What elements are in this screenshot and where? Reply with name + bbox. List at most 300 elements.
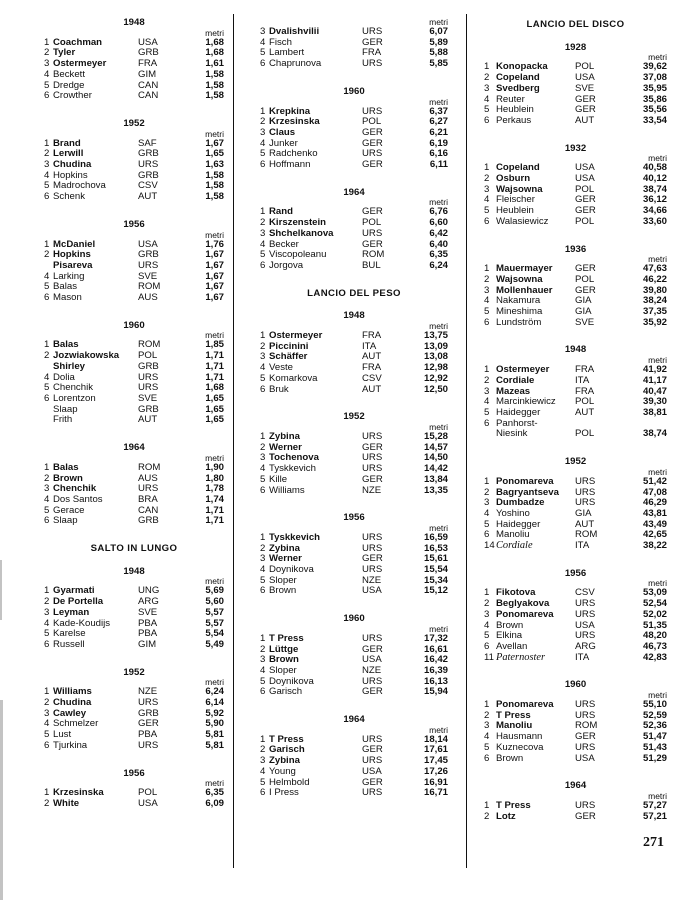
- rank-number: 5: [44, 180, 50, 192]
- rank-number: 3: [260, 553, 266, 565]
- result-row: [484, 217, 667, 228]
- result-row: [260, 385, 448, 396]
- rank-number: 14: [484, 540, 495, 552]
- athlete-name: Svedberg: [496, 83, 540, 94]
- result-mark: 1,61: [205, 58, 224, 70]
- result-mark: 12,50: [423, 383, 448, 395]
- athlete-name: Dredge: [53, 80, 85, 91]
- result-mark: 48,20: [642, 630, 667, 642]
- athlete-name: Garisch: [269, 745, 305, 756]
- result-row: [260, 240, 448, 251]
- athlete-name: T Press: [496, 800, 531, 811]
- athlete-name: Balas: [53, 462, 79, 473]
- result-row: [44, 608, 224, 619]
- athlete-name: Jozwiakowska: [53, 351, 120, 362]
- rank-number: 5: [260, 148, 266, 160]
- year-heading: 1948: [343, 310, 365, 322]
- athlete-name: Gerace: [53, 505, 85, 516]
- athlete-name: Ostermeyer: [496, 365, 550, 376]
- unit-label: metri: [648, 254, 667, 265]
- rank-number: 6: [44, 739, 50, 751]
- nation-code: ITA: [362, 340, 377, 352]
- athlete-name: Kirszenstein: [269, 218, 327, 229]
- result-mark: 1,63: [205, 159, 224, 171]
- result-mark: 17,61: [423, 744, 448, 756]
- result-mark: 5,57: [205, 606, 224, 618]
- result-mark: 15,12: [423, 585, 448, 597]
- result-mark: 57,27: [642, 799, 667, 811]
- result-mark: 15,94: [423, 686, 448, 698]
- athlete-name: Brown: [269, 655, 299, 666]
- rank-number: 1: [44, 585, 50, 597]
- result-row: [484, 541, 667, 552]
- result-mark: 16,39: [423, 664, 448, 676]
- year-heading: 1956: [123, 218, 145, 230]
- year-results-block: [44, 668, 224, 752]
- nation-code: GIA: [575, 507, 592, 519]
- rank-number: 3: [44, 58, 50, 70]
- nation-code: BRA: [138, 493, 158, 505]
- event-title: LANCIO DEL DISCO: [526, 19, 625, 30]
- result-mark: 16,61: [423, 643, 448, 655]
- athlete-name: Leyman: [53, 607, 90, 618]
- result-row: [484, 408, 667, 419]
- year-heading: 1960: [343, 613, 365, 625]
- athlete-name: Gyarmati: [53, 586, 95, 597]
- result-mark: 16,13: [423, 675, 448, 687]
- nation-code: USA: [138, 797, 158, 809]
- result-row: [44, 70, 224, 81]
- result-mark: 43,81: [642, 507, 667, 519]
- nation-code: POL: [575, 61, 595, 73]
- event-title: LANCIO DEL PESO: [307, 287, 401, 299]
- athlete-name: Brand: [53, 138, 81, 149]
- nation-code: GIM: [138, 68, 157, 80]
- rank-number: 1: [260, 531, 266, 543]
- result-mark: 5,69: [205, 585, 224, 597]
- rank-number: 5: [484, 630, 490, 642]
- column-divider: [233, 14, 234, 868]
- result-row: [260, 745, 448, 756]
- result-mark: 1,68: [205, 382, 224, 394]
- nation-code: PBA: [138, 617, 158, 629]
- rank-number: 4: [44, 493, 50, 505]
- athlete-name: Shchelkanova: [269, 228, 334, 239]
- nation-code: NZE: [362, 574, 382, 586]
- nation-code: URS: [362, 105, 383, 117]
- rank-number: 2: [44, 249, 50, 261]
- result-row: [44, 619, 224, 630]
- athlete-name: Dolia: [53, 372, 75, 383]
- rank-number: 2: [260, 744, 266, 756]
- athlete-name: Karelse: [53, 629, 86, 640]
- year-results-block: [484, 345, 667, 440]
- result-mark: 1,68: [205, 47, 224, 59]
- nation-code: URS: [575, 799, 596, 811]
- result-row: [44, 192, 224, 203]
- athlete-name: Ostermeyer: [53, 59, 107, 70]
- nation-code: URS: [362, 733, 383, 745]
- rank-number: 5: [44, 79, 50, 91]
- rank-number: 6: [260, 686, 266, 698]
- athlete-name: Helmbold: [269, 777, 310, 788]
- result-mark: 1,67: [205, 270, 224, 282]
- nation-code: GIA: [575, 306, 592, 318]
- page-number: 271: [643, 835, 664, 850]
- nation-code: URS: [362, 564, 383, 576]
- result-row: [44, 516, 224, 527]
- rank-number: 1: [484, 263, 490, 275]
- athlete-name: Copeland: [496, 163, 540, 174]
- nation-code: GER: [362, 776, 383, 788]
- rank-number: 4: [484, 396, 490, 408]
- rank-number: 3: [44, 606, 50, 618]
- year-heading: 1952: [564, 456, 587, 468]
- athlete-name: Elkina: [496, 631, 523, 642]
- result-row: [44, 91, 224, 102]
- year-results-block: [260, 412, 448, 496]
- athlete-name: Mineshima: [496, 307, 543, 318]
- rank-number: 6: [44, 191, 50, 203]
- rank-number: 5: [44, 281, 50, 293]
- unit-label: metri: [429, 197, 448, 208]
- result-mark: 1,67: [205, 137, 224, 149]
- nation-code: ARG: [575, 640, 596, 652]
- nation-code: NZE: [138, 686, 158, 698]
- rank-number: 2: [44, 697, 50, 709]
- rank-number: 5: [44, 382, 50, 394]
- result-mark: 6,21: [429, 126, 448, 138]
- athlete-name: Zybina: [269, 431, 300, 442]
- nation-code: URS: [362, 542, 383, 554]
- year-results-block: [484, 43, 667, 127]
- rank-number: 3: [484, 720, 490, 732]
- athlete-name: Fleischer: [496, 195, 535, 206]
- result-mark: 13,75: [423, 330, 448, 342]
- athlete-name: Fisch: [269, 37, 292, 48]
- year-results-block: [44, 220, 224, 304]
- result-mark: 15,54: [423, 564, 448, 576]
- nation-code: GER: [575, 205, 596, 217]
- nation-code: FRA: [362, 47, 382, 59]
- athlete-name: McDaniel: [53, 239, 96, 250]
- results-column-3: [484, 18, 667, 839]
- athlete-name: Konopacka: [496, 62, 548, 73]
- scan-edge-mark: [0, 560, 2, 620]
- result-mark: 37,35: [642, 306, 667, 318]
- year-results-block: [260, 311, 448, 395]
- rank-number: 4: [44, 270, 50, 282]
- athlete-name: Panhorst-: [496, 418, 538, 429]
- nation-code: URS: [138, 371, 159, 383]
- year-heading: 1956: [123, 767, 145, 779]
- athlete-name: Komarkova: [269, 373, 318, 384]
- athlete-name: Jorgova: [269, 260, 304, 271]
- result-mark: 38,74: [642, 183, 667, 195]
- result-mark: 1,80: [205, 472, 224, 484]
- athlete-name: Tyskkevich: [269, 464, 316, 475]
- result-mark: 37,08: [642, 72, 667, 84]
- nation-code: POL: [138, 787, 158, 799]
- nation-code: URS: [138, 483, 159, 495]
- athlete-name: Lust: [53, 730, 72, 741]
- nation-code: GER: [575, 284, 596, 296]
- rank-number: 3: [260, 126, 266, 138]
- athlete-name: Reuter: [496, 94, 525, 105]
- result-row: [44, 38, 224, 49]
- results-column-2: [260, 18, 448, 816]
- nation-code: AUT: [138, 191, 158, 203]
- nation-code: URS: [575, 608, 596, 620]
- athlete-name: Tjurkina: [53, 740, 88, 751]
- nation-code: URS: [575, 699, 596, 711]
- result-row: [260, 38, 448, 49]
- nation-code: URS: [138, 697, 159, 709]
- nation-code: URS: [362, 463, 383, 475]
- nation-code: GIA: [575, 295, 592, 307]
- nation-code: GER: [138, 718, 159, 730]
- year-heading: 1960: [343, 85, 365, 97]
- result-row: [260, 207, 448, 218]
- rank-number: [44, 415, 53, 426]
- rank-number: 1: [260, 733, 266, 745]
- nation-code: GER: [362, 206, 383, 218]
- nation-code: ITA: [575, 374, 590, 386]
- nation-code: USA: [138, 36, 158, 48]
- rank-number: 5: [260, 249, 266, 261]
- result-row: [44, 474, 224, 485]
- year-heading: 1936: [564, 243, 587, 255]
- result-row: [44, 799, 224, 810]
- result-row: [44, 362, 224, 373]
- nation-code: AUS: [138, 292, 158, 304]
- year-results-block: [484, 569, 667, 664]
- result-row: [260, 139, 448, 150]
- result-mark: 1,85: [205, 339, 224, 351]
- rank-number: 4: [484, 507, 490, 519]
- athlete-name: Mason: [53, 293, 82, 304]
- result-row: [484, 376, 667, 387]
- rank-number: 4: [44, 169, 50, 181]
- column-divider: [466, 14, 467, 868]
- result-mark: 5,85: [429, 58, 448, 70]
- result-row: [44, 506, 224, 517]
- athlete-name: Becker: [269, 239, 299, 250]
- result-mark: 5,89: [429, 36, 448, 48]
- result-mark: 6,07: [429, 26, 448, 37]
- nation-code: URS: [362, 452, 383, 464]
- athlete-name: Ponomareva: [496, 476, 554, 487]
- result-row: [44, 240, 224, 251]
- result-mark: 52,36: [642, 720, 667, 732]
- year-results-block: [44, 769, 224, 810]
- result-row: [260, 117, 448, 128]
- result-mark: 1,71: [205, 515, 224, 527]
- year-results-block: [484, 781, 667, 822]
- result-row: [44, 788, 224, 799]
- result-mark: 1,67: [205, 259, 224, 271]
- rank-number: 5: [484, 406, 490, 418]
- result-row: [260, 756, 448, 767]
- result-mark: 1,58: [205, 90, 224, 102]
- year-results-block: [484, 457, 667, 552]
- unit-label: metri: [429, 421, 448, 432]
- nation-code: URS: [362, 531, 383, 543]
- nation-code: ROM: [575, 529, 598, 541]
- result-row: [44, 741, 224, 752]
- nation-code: GER: [575, 810, 596, 822]
- result-row: [260, 565, 448, 576]
- result-mark: 1,67: [205, 292, 224, 304]
- athlete-name: Balas: [53, 340, 79, 351]
- result-mark: 1,58: [205, 68, 224, 80]
- result-row: [44, 59, 224, 70]
- result-mark: 5,60: [205, 596, 224, 608]
- nation-code: SAF: [138, 137, 157, 149]
- nation-code: FRA: [362, 330, 382, 342]
- athlete-name: Manoliu: [496, 721, 533, 732]
- result-row: [260, 443, 448, 454]
- nation-code: AUT: [575, 114, 595, 126]
- athlete-name: Haidegger: [496, 519, 541, 530]
- result-row: [44, 373, 224, 384]
- year-heading: 1960: [123, 319, 145, 331]
- result-mark: 13,35: [423, 484, 448, 496]
- year-results-block: [484, 680, 667, 764]
- result-mark: 15,61: [423, 553, 448, 565]
- athlete-name: Viscopoleanu: [269, 250, 327, 261]
- result-mark: 16,53: [423, 542, 448, 554]
- nation-code: GER: [575, 731, 596, 743]
- result-row: [260, 634, 448, 645]
- result-mark: 6,19: [429, 137, 448, 149]
- year-heading: 1964: [343, 714, 365, 726]
- result-mark: 51,42: [642, 475, 667, 487]
- rank-number: 5: [260, 675, 266, 687]
- result-row: [260, 453, 448, 464]
- nation-code: URS: [575, 475, 596, 487]
- rank-number: 6: [44, 515, 50, 527]
- nation-code: SVE: [575, 82, 595, 94]
- rank-number: 6: [484, 529, 490, 541]
- result-row: [44, 709, 224, 720]
- result-row: [260, 767, 448, 778]
- year-heading: 1932: [564, 142, 587, 154]
- rank-number: [44, 362, 53, 373]
- rank-number: 2: [484, 374, 490, 386]
- athlete-name: T Press: [496, 710, 531, 721]
- unit-label: metri: [429, 724, 448, 735]
- rank-number: 1: [484, 699, 490, 711]
- rank-number: 1: [260, 430, 266, 442]
- result-row: [44, 687, 224, 698]
- result-row: [44, 719, 224, 730]
- athlete-name: Williams: [269, 485, 305, 496]
- athlete-name: Madrochova: [53, 181, 106, 192]
- rank-number: 5: [260, 47, 266, 59]
- result-row: [484, 116, 667, 127]
- result-mark: 41,92: [642, 364, 667, 376]
- athlete-name: Rand: [269, 207, 293, 218]
- nation-code: URS: [362, 148, 383, 160]
- rank-number: 3: [44, 159, 50, 171]
- year-results-block: [44, 18, 224, 102]
- rank-number: 2: [44, 472, 50, 484]
- result-mark: 38,22: [642, 540, 667, 552]
- athlete-name: Ponomareva: [496, 609, 554, 620]
- rank-number: 4: [484, 731, 490, 743]
- athlete-name: Sloper: [269, 575, 297, 586]
- result-row: [44, 181, 224, 192]
- unit-label: metri: [648, 578, 667, 589]
- result-mark: 13,84: [423, 473, 448, 485]
- nation-code: FRA: [138, 58, 158, 70]
- nation-code: GER: [362, 744, 383, 756]
- nation-code: NZE: [362, 484, 382, 496]
- athlete-name: Haidegger: [496, 407, 541, 418]
- result-mark: 1,65: [205, 403, 224, 415]
- athlete-name: Piccinini: [269, 341, 309, 352]
- unit-label: metri: [205, 128, 224, 139]
- rank-number: 2: [484, 709, 490, 721]
- nation-code: AUT: [575, 518, 595, 530]
- result-row: [484, 812, 667, 823]
- result-mark: 13,08: [423, 351, 448, 363]
- nation-code: CSV: [362, 372, 382, 384]
- athlete-name: Radchenko: [269, 149, 318, 160]
- nation-code: GER: [575, 93, 596, 105]
- unit-label: metri: [205, 27, 224, 38]
- athlete-name: Kade-Koudijs: [53, 618, 111, 629]
- nation-code: URS: [362, 632, 383, 644]
- result-mark: 6,35: [429, 249, 448, 261]
- rank-number: 6: [260, 585, 266, 597]
- result-row: [484, 84, 667, 95]
- athlete-name: Heublein: [496, 105, 534, 116]
- result-mark: 14,50: [423, 452, 448, 464]
- nation-code: CAN: [138, 504, 159, 516]
- result-row: [44, 272, 224, 283]
- rank-number: 2: [260, 441, 266, 453]
- unit-label: metri: [648, 153, 667, 164]
- athlete-name: Junker: [269, 138, 298, 149]
- result-row: [44, 495, 224, 506]
- result-mark: 57,21: [642, 810, 667, 822]
- result-mark: 1,67: [205, 281, 224, 293]
- nation-code: USA: [575, 162, 595, 174]
- year-results-block: [44, 119, 224, 203]
- result-row: [44, 383, 224, 394]
- athlete-name: Young: [269, 766, 296, 777]
- rank-number: 6: [260, 259, 266, 271]
- nation-code: URS: [362, 430, 383, 442]
- rank-number: 2: [44, 596, 50, 608]
- result-row: [260, 666, 448, 677]
- athlete-name: Tyskkevich: [269, 532, 321, 543]
- rank-number: 1: [44, 686, 50, 698]
- result-mark: 5,81: [205, 739, 224, 751]
- result-row: [260, 778, 448, 789]
- result-mark: 16,91: [423, 776, 448, 788]
- athlete-name: Hopkins: [53, 250, 91, 261]
- unit-label: metri: [648, 790, 667, 801]
- result-row: [44, 48, 224, 59]
- rank-number: 2: [484, 72, 490, 84]
- rank-number: 3: [484, 82, 490, 94]
- year-results-block: [44, 443, 224, 527]
- nation-code: CAN: [138, 79, 159, 91]
- rank-number: 1: [44, 36, 50, 48]
